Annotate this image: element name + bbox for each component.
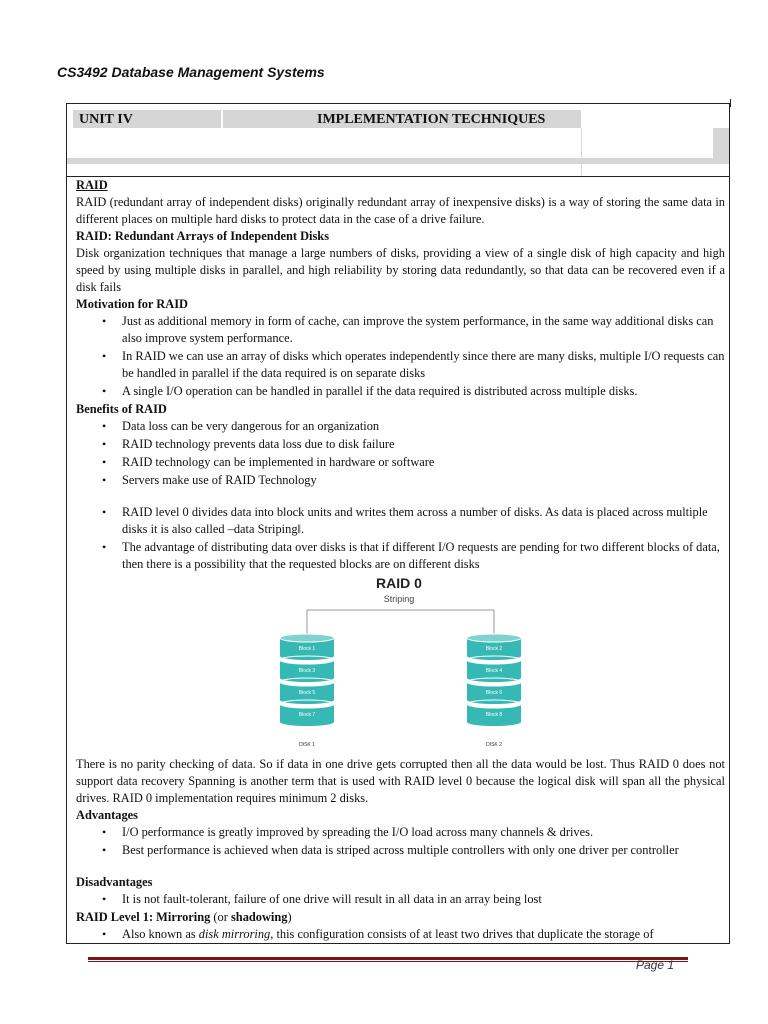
- disk-1-block-label: Block 7: [298, 712, 316, 718]
- raid1-heading-paren: (or: [210, 910, 231, 924]
- course-title: CS3492 Database Management Systems: [57, 64, 325, 80]
- edge-mark: [730, 99, 731, 107]
- unit-header-row: [67, 104, 729, 177]
- disk-1: [280, 634, 334, 726]
- spacer: [76, 490, 725, 504]
- motivation-list: [76, 313, 725, 400]
- disk-2-block-label: Block 4: [485, 668, 503, 674]
- list-item: • Best performance is achieved when data is striped across multiple controllers with only one driver per controller: [76, 842, 725, 859]
- raid1-list: [76, 926, 725, 943]
- raid1-heading-main: RAID Level 1: Mirroring: [76, 910, 211, 924]
- figure-subtitle: Striping: [383, 594, 415, 604]
- disadvantages-list: [76, 891, 725, 908]
- disk-1-block-label: Block 3: [298, 668, 316, 674]
- footer-rule-thin: [88, 961, 688, 962]
- advantages-list: [76, 824, 725, 859]
- motivation-heading: Motivation for RAID: [76, 297, 188, 311]
- disk-2: [467, 634, 521, 726]
- raid1-term: disk mirroring: [198, 927, 271, 941]
- unit-label: UNIT IV: [73, 110, 221, 128]
- raid1-text-c: , this configuration consists of at least two drives that duplicate the storage of: [270, 927, 654, 941]
- list-item: • RAID level 0 divides data into block units and writes them across a number of disks. As data is placed across multiple disks it is also called –data Striping‖.: [76, 504, 725, 538]
- unit-title: IMPLEMENTATION TECHNIQUES: [223, 110, 581, 128]
- raid0-text: There is no parity checking of data. So if data in one drive gets corrupted then all the data would be lost. Thus RAID 0 does not support data recovery Spanning is another term that is used with RAID level 0 because the logical disk will span all the physical drives. RAID 0 implementation requires minimum 2 disks.: [76, 757, 725, 805]
- raid0-figure: [76, 574, 725, 756]
- disk-1-label: DISK 1: [299, 742, 315, 748]
- disk-2-block-label: Block 8: [485, 712, 503, 718]
- list-item: • In RAID we can use an array of disks which operates independently since there are many disks, multiple I/O requests can be handled in parallel if the data required is on separate disks: [76, 348, 725, 382]
- raid0-diagram: [76, 574, 725, 756]
- raid-heading: RAID: [76, 178, 108, 192]
- spacer: [76, 860, 725, 874]
- list-item: • A single I/O operation can be handled in parallel if the data required is distributed across multiple disks.: [76, 383, 725, 400]
- benefits-heading: Benefits of RAID: [76, 402, 167, 416]
- raid-definition-heading: RAID: Redundant Arrays of Independent Disks: [76, 229, 330, 243]
- unit-content: [76, 177, 725, 944]
- page-number: Page 1: [636, 958, 675, 972]
- advantages-heading: Advantages: [76, 808, 138, 822]
- raid-definition-text: Disk organization techniques that manage a large numbers of disks, providing a view of a single disk of high capacity and high speed by using multiple disks in parallel, and high reliability by storing data redundantly, so that data can be recovered even if a disk fails: [76, 246, 725, 294]
- list-item: • Servers make use of RAID Technology: [76, 472, 725, 489]
- figure-title: RAID 0: [376, 575, 422, 591]
- disk-2-block-label: Block 6: [485, 690, 503, 696]
- raid1-heading: [76, 909, 725, 926]
- benefits-list: [76, 418, 725, 489]
- raid0-list: [76, 504, 725, 573]
- disk-2-label: DISK 2: [486, 742, 502, 748]
- header-shade-right: [713, 128, 730, 158]
- raid1-heading-alt: shadowing: [230, 910, 288, 924]
- raid-intro: RAID (redundant array of independent disks) originally redundant array of inexpensive disks) is a way of storing the same data in different places on multiple hard disks to protect data in the case of a drive failure.: [76, 195, 725, 226]
- raid1-text-a: Also known as: [122, 927, 199, 941]
- disk-1-block-label: Block 5: [298, 690, 316, 696]
- header-shade-bottom: [67, 158, 729, 164]
- disadvantages-heading: Disadvantages: [76, 875, 153, 889]
- list-item: [76, 926, 725, 943]
- header-divider: [581, 128, 582, 176]
- list-item: • RAID technology can be implemented in hardware or software: [76, 454, 725, 471]
- list-item: • Data loss can be very dangerous for an organization: [76, 418, 725, 435]
- disk-2-block-label: Block 2: [485, 646, 503, 652]
- unit-frame: [66, 103, 730, 944]
- list-item: • Just as additional memory in form of cache, can improve the system performance, in the same way additional disks can also improve system performance.: [76, 313, 725, 347]
- list-item: • RAID technology prevents data loss due to disk failure: [76, 436, 725, 453]
- list-item: • The advantage of distributing data over disks is that if different I/O requests are pending for two different blocks of data, then there is a possibility that the requested blocks are on different disks: [76, 539, 725, 573]
- list-item: • It is not fault-tolerant, failure of one drive will result in all data in an array being lost: [76, 891, 725, 908]
- raid1-heading-close: ): [287, 910, 292, 924]
- footer-rule: [88, 957, 688, 960]
- list-item: • I/O performance is greatly improved by spreading the I/O load across many channels & drives.: [76, 824, 725, 841]
- disk-1-block-label: Block 1: [298, 646, 316, 652]
